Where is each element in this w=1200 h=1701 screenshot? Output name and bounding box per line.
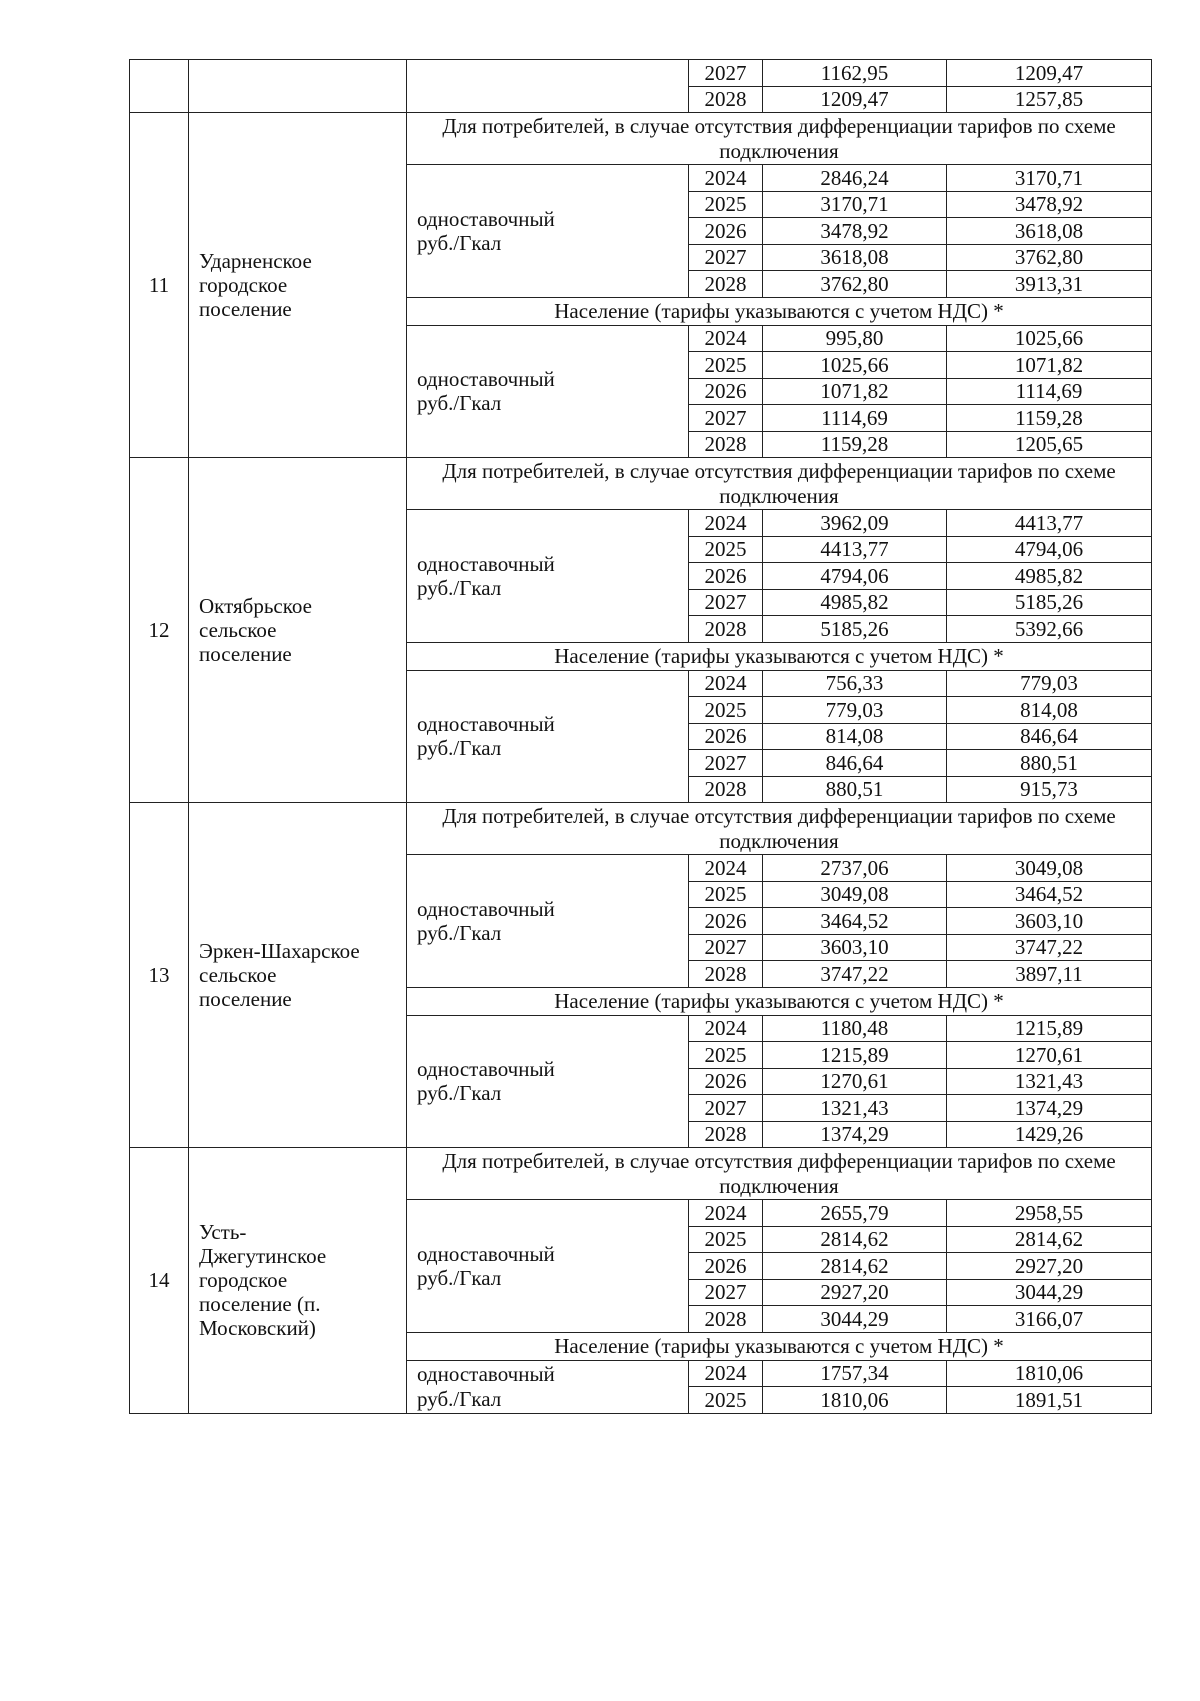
- value-cell-text: 1757,34: [820, 1361, 889, 1386]
- year-cell: [689, 352, 763, 379]
- value-cell: [947, 697, 1152, 724]
- group-header: [407, 987, 1152, 1015]
- value-cell-text: 3747,22: [820, 961, 889, 986]
- value-cell-text: 1215,89: [820, 1042, 889, 1067]
- rate-type-label: [407, 1200, 689, 1333]
- row-number: [130, 803, 189, 1148]
- value-cell: [947, 776, 1152, 803]
- value-cell: [763, 378, 947, 405]
- year-cell: [689, 855, 763, 882]
- year-cell: [689, 670, 763, 697]
- rate-type-label-text: одноставочный руб./Гкал: [417, 367, 555, 416]
- value-cell: [947, 908, 1152, 935]
- rate-type-label: [407, 510, 689, 643]
- value-cell-text: 5185,26: [1014, 590, 1084, 615]
- rate-type-label: [407, 1015, 689, 1148]
- value-cell-text: 3762,80: [1014, 245, 1084, 270]
- settlement-cell: [189, 60, 407, 113]
- value-cell: [763, 1226, 947, 1253]
- year-cell: [689, 616, 763, 643]
- value-cell: [947, 60, 1152, 87]
- value-cell-text: 4794,06: [820, 563, 889, 588]
- value-cell-text: 915,73: [1020, 777, 1078, 802]
- value-cell: [763, 60, 947, 87]
- value-cell-text: 1429,26: [1014, 1122, 1084, 1147]
- value-cell-text: 1209,47: [820, 87, 889, 112]
- rate-type-label-text: одноставочный руб./Гкал: [417, 896, 555, 945]
- value-cell: [763, 961, 947, 988]
- value-cell-text: 3044,29: [1014, 1280, 1084, 1305]
- value-cell: [763, 934, 947, 961]
- value-cell-text: 3962,09: [820, 510, 889, 535]
- value-cell: [763, 536, 947, 563]
- rate-type-label: [407, 855, 689, 988]
- group-header: [407, 1332, 1152, 1360]
- year-cell-text: 2025: [704, 697, 747, 722]
- value-cell-text: 1810,06: [820, 1387, 889, 1412]
- year-cell-text: 2026: [704, 218, 747, 243]
- rate-type-label-text: одноставочный руб./Гкал: [417, 551, 555, 600]
- year-cell-text: 2024: [704, 326, 747, 351]
- value-cell-text: 4794,06: [1014, 537, 1084, 562]
- year-cell: [689, 723, 763, 750]
- group-header-text: Население (тарифы указываются с учетом НДС) *: [554, 1333, 1004, 1358]
- year-cell-text: 2024: [704, 671, 747, 696]
- value-cell: [763, 1360, 947, 1387]
- year-cell-text: 2028: [704, 1306, 747, 1331]
- value-cell: [763, 510, 947, 537]
- value-cell: [763, 1306, 947, 1333]
- value-cell: [947, 1095, 1152, 1122]
- value-cell-text: 4985,82: [1014, 563, 1084, 588]
- value-cell-text: 3762,80: [820, 271, 889, 296]
- value-cell: [947, 325, 1152, 352]
- rate-type-label-text: одноставочный руб./Гкал: [417, 1362, 555, 1411]
- year-cell-text: 2025: [704, 537, 747, 562]
- group-header-text: Население (тарифы указываются с учетом НДС) *: [554, 298, 1004, 323]
- value-cell-text: 4413,77: [820, 537, 889, 562]
- year-cell: [689, 589, 763, 616]
- value-cell-text: 2814,62: [820, 1227, 889, 1252]
- year-cell-text: 2026: [704, 379, 747, 404]
- value-cell-text: 3913,31: [1014, 271, 1084, 296]
- value-cell: [947, 378, 1152, 405]
- value-cell: [763, 1200, 947, 1227]
- year-cell: [689, 405, 763, 432]
- value-cell-text: 3170,71: [820, 192, 889, 217]
- value-cell-text: 1180,48: [820, 1016, 889, 1041]
- value-cell-text: 4985,82: [820, 590, 889, 615]
- value-cell-text: 995,80: [825, 326, 884, 351]
- value-cell: [947, 616, 1152, 643]
- value-cell-text: 2737,06: [820, 855, 889, 880]
- settlement-name-text: Усть- Джегутинское городское поселение (п. Московский): [199, 1219, 327, 1341]
- value-cell: [947, 218, 1152, 245]
- row-number-text: 14: [148, 1268, 170, 1293]
- year-cell-text: 2027: [704, 1280, 747, 1305]
- value-cell-text: 3478,92: [1014, 192, 1084, 217]
- value-cell-text: 1159,28: [1015, 405, 1083, 430]
- year-cell: [689, 1306, 763, 1333]
- value-cell-text: 1270,61: [820, 1069, 889, 1094]
- rate-type-label: [407, 325, 689, 458]
- value-cell: [763, 1095, 947, 1122]
- group-header: [407, 297, 1152, 325]
- value-cell-text: 880,51: [1020, 750, 1078, 775]
- value-cell-text: 2927,20: [820, 1280, 889, 1305]
- value-cell-text: 5185,26: [820, 616, 889, 641]
- year-cell: [689, 191, 763, 218]
- value-cell-text: 1159,28: [820, 432, 889, 457]
- value-cell-text: 3464,52: [820, 908, 889, 933]
- value-cell: [947, 1121, 1152, 1148]
- group-header-text: Население (тарифы указываются с учетом НДС) *: [554, 643, 1004, 668]
- year-cell-text: 2025: [704, 882, 747, 907]
- year-cell-text: 2025: [704, 1227, 747, 1252]
- year-cell: [689, 60, 763, 87]
- year-cell: [689, 218, 763, 245]
- value-cell: [763, 1387, 947, 1414]
- year-cell-text: 2024: [704, 165, 747, 190]
- year-cell: [689, 1226, 763, 1253]
- group-header: [407, 803, 1152, 855]
- year-cell-text: 2024: [704, 510, 747, 535]
- year-cell-text: 2025: [704, 352, 747, 377]
- value-cell-text: 3747,22: [1014, 935, 1084, 960]
- value-cell-text: 1374,29: [820, 1122, 889, 1147]
- year-cell-text: 2026: [704, 1253, 747, 1278]
- value-cell: [763, 723, 947, 750]
- value-cell: [763, 616, 947, 643]
- group-header: [407, 458, 1152, 510]
- value-cell: [947, 431, 1152, 458]
- value-cell-text: 1114,69: [1015, 379, 1083, 404]
- year-cell: [689, 1279, 763, 1306]
- year-cell-text: 2027: [704, 245, 747, 270]
- value-cell-text: 2958,55: [1014, 1200, 1084, 1225]
- value-cell-text: 756,33: [825, 671, 884, 696]
- year-cell-text: 2028: [704, 432, 747, 457]
- group-header-text: Для потребителей, в случае отсутствия дифференциации тарифов по схеме подключения: [442, 114, 1116, 163]
- year-cell-text: 2025: [704, 1042, 747, 1067]
- year-cell-text: 2027: [704, 405, 747, 430]
- value-cell-text: 1374,29: [1014, 1095, 1084, 1120]
- value-cell-text: 1205,65: [1014, 432, 1084, 457]
- year-cell-text: 2028: [704, 961, 747, 986]
- year-cell-text: 2027: [704, 1095, 747, 1120]
- group-header-text: Для потребителей, в случае отсутствия дифференциации тарифов по схеме подключения: [442, 459, 1116, 508]
- year-cell: [689, 563, 763, 590]
- group-header: [407, 113, 1152, 165]
- value-cell: [947, 855, 1152, 882]
- value-cell-text: 4413,77: [1014, 510, 1084, 535]
- value-cell: [947, 405, 1152, 432]
- value-cell-text: 2846,24: [820, 165, 889, 190]
- group-header-text: Для потребителей, в случае отсутствия дифференциации тарифов по схеме подключения: [442, 804, 1116, 853]
- year-cell: [689, 378, 763, 405]
- value-cell: [763, 750, 947, 777]
- year-cell-text: 2028: [704, 1122, 747, 1147]
- value-cell: [763, 218, 947, 245]
- value-cell: [947, 1015, 1152, 1042]
- settlement-name-text: Ударненское городское поселение: [199, 248, 312, 322]
- year-cell-text: 2026: [704, 908, 747, 933]
- rate-cell: [407, 60, 689, 113]
- value-cell: [763, 352, 947, 379]
- value-cell: [763, 191, 947, 218]
- year-cell: [689, 1253, 763, 1280]
- value-cell: [763, 271, 947, 298]
- value-cell: [947, 1200, 1152, 1227]
- value-cell-text: 3478,92: [820, 218, 889, 243]
- group-header: [407, 642, 1152, 670]
- value-cell: [947, 670, 1152, 697]
- value-cell: [763, 670, 947, 697]
- year-cell-text: 2026: [704, 724, 747, 749]
- value-cell: [763, 325, 947, 352]
- year-cell-text: 2026: [704, 563, 747, 588]
- value-cell-text: 5392,66: [1014, 616, 1084, 641]
- value-cell-text: 846,64: [825, 750, 884, 775]
- row-number: [130, 1148, 189, 1414]
- year-cell: [689, 1200, 763, 1227]
- value-cell: [763, 1121, 947, 1148]
- year-cell: [689, 1360, 763, 1387]
- value-cell-text: 3603,10: [820, 935, 889, 960]
- tariff-table: [129, 59, 1152, 1414]
- year-cell-text: 2024: [704, 1361, 747, 1386]
- settlement-name-text: Эркен-Шахарское сельское поселение: [199, 938, 360, 1012]
- year-cell: [689, 776, 763, 803]
- row-number-text: 13: [148, 962, 170, 987]
- value-cell: [763, 1015, 947, 1042]
- value-cell: [947, 352, 1152, 379]
- year-cell: [689, 934, 763, 961]
- value-cell: [763, 405, 947, 432]
- value-cell: [763, 908, 947, 935]
- value-cell-text: 3170,71: [1014, 165, 1084, 190]
- year-cell: [689, 750, 763, 777]
- year-cell-text: 2027: [704, 750, 747, 775]
- settlement-name: [189, 458, 407, 803]
- value-cell-text: 3618,08: [1014, 218, 1084, 243]
- rate-type-label-text: одноставочный руб./Гкал: [417, 1241, 555, 1290]
- year-cell: [689, 881, 763, 908]
- value-cell-text: 3897,11: [1015, 961, 1083, 986]
- year-cell-text: 2027: [704, 60, 747, 85]
- value-cell-text: 1257,85: [1014, 87, 1084, 112]
- year-cell-text: 2027: [704, 935, 747, 960]
- value-cell-text: 3618,08: [820, 245, 889, 270]
- value-cell-text: 2814,62: [820, 1253, 889, 1278]
- group-header-row: [130, 458, 1152, 510]
- value-cell: [947, 589, 1152, 616]
- value-cell-text: 3044,29: [820, 1306, 889, 1331]
- value-cell: [763, 589, 947, 616]
- year-cell: [689, 1095, 763, 1122]
- value-cell-text: 846,64: [1020, 724, 1078, 749]
- year-cell: [689, 961, 763, 988]
- value-cell: [947, 961, 1152, 988]
- value-cell-text: 1270,61: [1014, 1042, 1084, 1067]
- group-header-row: [130, 1148, 1152, 1200]
- rate-type-label: [407, 670, 689, 803]
- value-cell-text: 1321,43: [1014, 1069, 1084, 1094]
- value-cell-text: 3166,07: [1014, 1306, 1084, 1331]
- value-cell: [763, 86, 947, 113]
- value-cell: [763, 881, 947, 908]
- value-cell-text: 2655,79: [820, 1200, 889, 1225]
- year-cell: [689, 697, 763, 724]
- value-cell-text: 2814,62: [1014, 1227, 1084, 1252]
- value-cell: [763, 1042, 947, 1069]
- rate-type-label: [407, 1360, 689, 1413]
- rate-type-label: [407, 165, 689, 298]
- value-cell: [947, 165, 1152, 192]
- year-cell-text: 2028: [704, 616, 747, 641]
- value-cell-text: 1321,43: [820, 1095, 889, 1120]
- value-cell-text: 779,03: [825, 697, 884, 722]
- value-cell-text: 1162,95: [820, 60, 889, 85]
- value-cell: [947, 244, 1152, 271]
- group-header-text: Население (тарифы указываются с учетом НДС) *: [554, 988, 1004, 1013]
- value-cell: [763, 165, 947, 192]
- value-cell-text: 1810,06: [1014, 1361, 1084, 1386]
- value-cell-text: 3603,10: [1014, 908, 1084, 933]
- value-cell: [947, 1042, 1152, 1069]
- value-cell: [763, 855, 947, 882]
- year-cell-text: 2028: [704, 87, 747, 112]
- year-cell-text: 2026: [704, 1069, 747, 1094]
- rate-type-label-text: одноставочный руб./Гкал: [417, 206, 555, 255]
- value-cell-text: 814,08: [1020, 697, 1078, 722]
- settlement-name: [189, 803, 407, 1148]
- year-cell: [689, 1387, 763, 1414]
- year-cell: [689, 431, 763, 458]
- year-cell: [689, 271, 763, 298]
- value-cell: [947, 1279, 1152, 1306]
- value-cell: [947, 1068, 1152, 1095]
- settlement-name: [189, 113, 407, 458]
- year-cell: [689, 1121, 763, 1148]
- value-cell-text: 880,51: [825, 777, 884, 802]
- year-cell-text: 2024: [704, 855, 747, 880]
- value-cell: [947, 271, 1152, 298]
- group-header-row: [130, 803, 1152, 855]
- value-cell-text: 1071,82: [820, 379, 889, 404]
- value-cell-text: 1209,47: [1014, 60, 1084, 85]
- value-cell-text: 1025,66: [820, 352, 889, 377]
- value-cell-text: 1891,51: [1014, 1387, 1084, 1412]
- value-cell-text: 3049,08: [1014, 855, 1084, 880]
- value-cell: [947, 536, 1152, 563]
- settlement-name: [189, 1148, 407, 1414]
- year-cell: [689, 510, 763, 537]
- group-header: [407, 1148, 1152, 1200]
- value-cell: [947, 881, 1152, 908]
- group-header-text: Для потребителей, в случае отсутствия дифференциации тарифов по схеме подключения: [442, 1149, 1116, 1198]
- year-cell-text: 2025: [704, 192, 747, 217]
- year-cell-text: 2025: [704, 1387, 747, 1412]
- group-header-row: [130, 113, 1152, 165]
- value-cell: [947, 934, 1152, 961]
- row-number: [130, 113, 189, 458]
- year-cell-text: 2028: [704, 271, 747, 296]
- value-cell-text: 1114,69: [821, 405, 888, 430]
- number-cell: [130, 60, 189, 113]
- year-cell-text: 2024: [704, 1200, 747, 1225]
- value-cell: [763, 776, 947, 803]
- year-cell: [689, 165, 763, 192]
- value-cell: [763, 1279, 947, 1306]
- year-cell-text: 2028: [704, 777, 747, 802]
- value-cell: [947, 86, 1152, 113]
- year-cell: [689, 86, 763, 113]
- value-cell: [763, 697, 947, 724]
- year-cell: [689, 325, 763, 352]
- settlement-name-text: Октябрьское сельское поселение: [199, 593, 312, 667]
- table-row: [130, 60, 1152, 87]
- value-cell: [947, 1360, 1152, 1387]
- year-cell: [689, 244, 763, 271]
- value-cell-text: 814,08: [825, 724, 884, 749]
- year-cell: [689, 536, 763, 563]
- rate-type-label-text: одноставочный руб./Гкал: [417, 712, 555, 761]
- year-cell: [689, 908, 763, 935]
- value-cell-text: 2927,20: [1014, 1253, 1084, 1278]
- value-cell: [763, 244, 947, 271]
- row-number-text: 11: [148, 272, 170, 297]
- value-cell: [947, 1306, 1152, 1333]
- year-cell-text: 2027: [704, 590, 747, 615]
- tariff-table-body: [130, 60, 1152, 1414]
- value-cell-text: 1215,89: [1014, 1016, 1084, 1041]
- value-cell-text: 1071,82: [1014, 352, 1084, 377]
- value-cell-text: 3464,52: [1014, 882, 1084, 907]
- year-cell: [689, 1042, 763, 1069]
- value-cell-text: 779,03: [1020, 671, 1078, 696]
- value-cell-text: 3049,08: [820, 882, 889, 907]
- value-cell: [763, 1068, 947, 1095]
- value-cell: [947, 723, 1152, 750]
- value-cell: [947, 1253, 1152, 1280]
- value-cell: [763, 1253, 947, 1280]
- row-number: [130, 458, 189, 803]
- value-cell: [947, 1226, 1152, 1253]
- value-cell-text: 1025,66: [1014, 326, 1084, 351]
- value-cell: [763, 563, 947, 590]
- value-cell: [947, 191, 1152, 218]
- year-cell: [689, 1068, 763, 1095]
- year-cell-text: 2024: [704, 1016, 747, 1041]
- rate-type-label-text: одноставочный руб./Гкал: [417, 1057, 555, 1106]
- value-cell: [947, 750, 1152, 777]
- value-cell: [947, 510, 1152, 537]
- value-cell: [947, 563, 1152, 590]
- year-cell: [689, 1015, 763, 1042]
- value-cell: [947, 1387, 1152, 1414]
- row-number-text: 12: [148, 617, 170, 642]
- value-cell: [763, 431, 947, 458]
